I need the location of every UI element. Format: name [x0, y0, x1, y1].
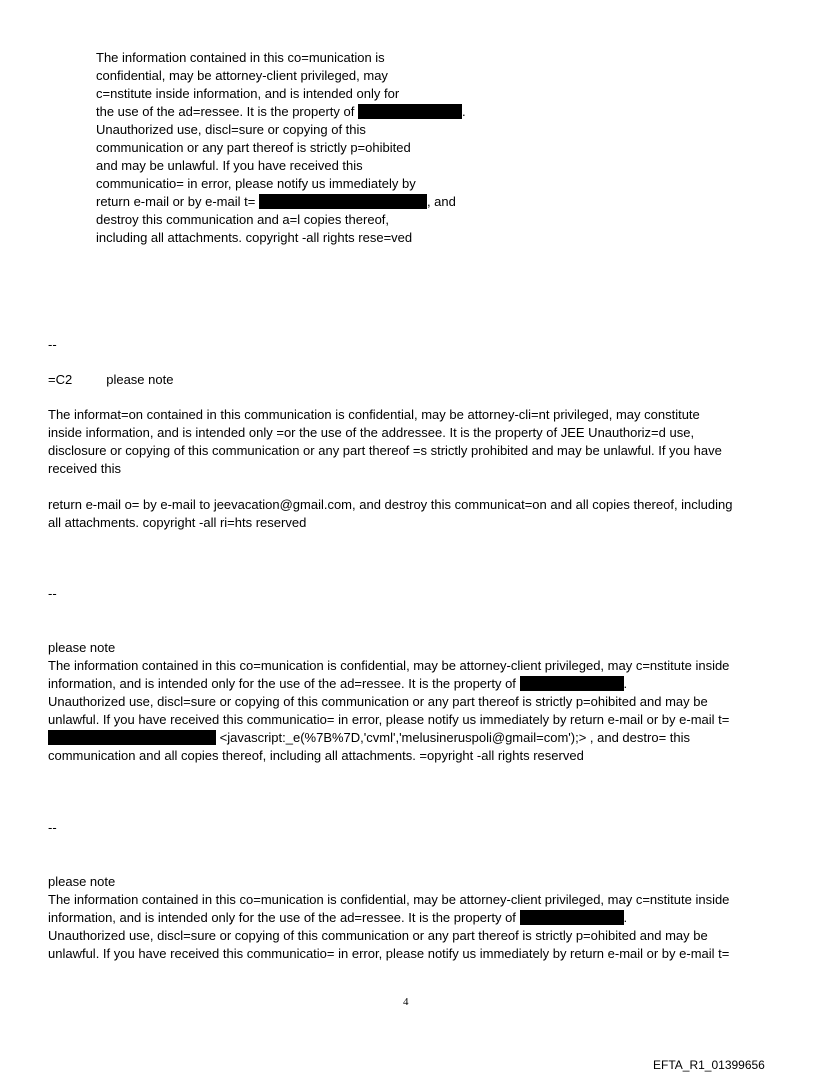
text-line [48, 676, 627, 692]
text-line: unlawful. If you have received this communicatio= in error, please notify us immediately by return e-mail or by e-mail t= [48, 712, 730, 727]
text-line: Unauthorized use, discl=sure or copying of this [96, 122, 366, 137]
section-heading [48, 372, 173, 388]
text-line: Unauthorized use, discl=sure or copying of this communication or any part thereof is strictly p=ohibited and may be [48, 694, 708, 709]
redaction-box [48, 730, 216, 745]
text-line: received this [48, 461, 121, 476]
text-segment: information, and is intended only for the use of the ad=ressee. It is the property of [48, 910, 516, 925]
text-line: The information contained in this co=munication is confidential, may be attorney-client privileged, may c=nstitute inside [48, 658, 730, 673]
text-segment: , and [426, 194, 456, 209]
text-line: The information contained in this co=munication is [96, 50, 385, 65]
text-line: all attachments. copyright -all ri=hts reserved [48, 515, 307, 530]
redaction-box [259, 194, 427, 209]
text-segment: <javascript:_e(%7B%7D,'cvml','melusineruspoli@gmail=com');> , and destro= this [219, 730, 690, 745]
redaction-box [520, 910, 624, 925]
text-line: communication or any part thereof is strictly p=ohibited [96, 140, 411, 155]
text-line: unlawful. If you have received this communicatio= in error, please notify us immediately by return e-mail or by e-mail t= [48, 946, 730, 961]
redaction-box [358, 104, 462, 119]
section-heading: please note [48, 874, 116, 889]
text-line: disclosure or copying of this communication or any part thereof =s strictly prohibited and may be unlawful. If you have [48, 443, 722, 458]
text-line [96, 104, 466, 120]
text-line [96, 194, 456, 210]
page-number: 4 [403, 996, 409, 1008]
separator: -- [48, 586, 57, 601]
text-line: c=nstitute inside information, and is intended only for [96, 86, 400, 101]
encoding-marker: =C2 [48, 372, 73, 387]
text-line: Unauthorized use, discl=sure or copying of this communication or any part thereof is strictly p=ohibited and may be [48, 928, 708, 943]
text-line: including all attachments. copyright -all rights rese=ved [96, 230, 413, 245]
separator: -- [48, 337, 57, 352]
text-line: confidential, may be attorney-client privileged, may [96, 68, 388, 83]
text-line: The information contained in this co=munication is confidential, may be attorney-client privileged, may c=nstitute inside [48, 892, 730, 907]
text-line [48, 910, 627, 926]
text-segment: . [623, 676, 628, 691]
text-line: communicatio= in error, please notify us immediately by [96, 176, 416, 191]
text-line: return e-mail o= by e-mail to jeevacation@gmail.com, and destroy this communicat=on and all copies thereof, including [48, 497, 733, 512]
text-line: communication and all copies thereof, including all attachments. =opyright -all rights reserved [48, 748, 584, 763]
section-heading: please note [48, 640, 116, 655]
separator: -- [48, 820, 57, 835]
text-line: The informat=on contained in this communication is confidential, may be attorney-cli=nt privileged, may constitute [48, 407, 700, 422]
text-segment: the use of the ad=ressee. It is the property of [96, 104, 355, 119]
text-segment: . [623, 910, 628, 925]
text-segment: . [461, 104, 466, 119]
text-segment: return e-mail or by e-mail t= [96, 194, 256, 209]
text-line: destroy this communication and a=l copies thereof, [96, 212, 390, 227]
text-line: and may be unlawful. If you have received this [96, 158, 363, 173]
text-line: inside information, and is intended only =or the use of the addressee. It is the property of JEE Unauthoriz=d use, [48, 425, 695, 440]
text-line [48, 730, 690, 746]
heading-text: please note [106, 372, 174, 387]
document-id: EFTA_R1_01399656 [653, 1058, 765, 1072]
text-segment: information, and is intended only for the use of the ad=ressee. It is the property of [48, 676, 516, 691]
redaction-box [520, 676, 624, 691]
